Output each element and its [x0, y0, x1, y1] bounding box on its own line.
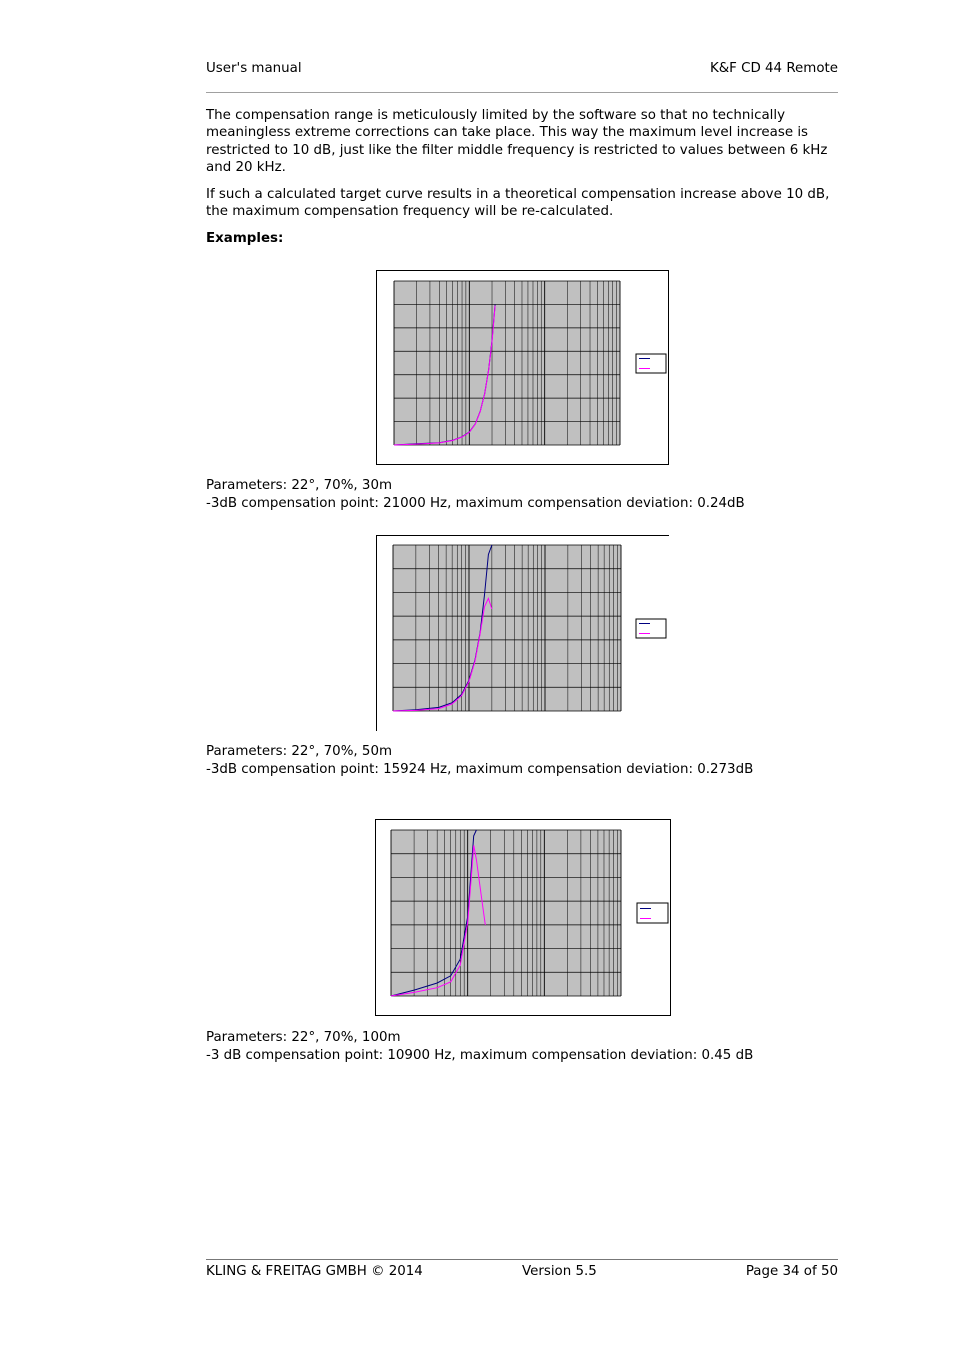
example-3-params: Parameters: 22°, 70%, 100m	[206, 1030, 401, 1045]
example-3-caption	[206, 1029, 753, 1064]
chart-1-plot-area	[394, 281, 620, 445]
chart-3-svg	[375, 819, 671, 1017]
chart-1-svg	[376, 270, 669, 466]
example-2-caption	[206, 743, 753, 778]
chart-example-2	[376, 535, 669, 731]
example-3-result: -3 dB compensation point: 10900 Hz, maximum compensation deviation: 0.45 dB	[206, 1047, 754, 1063]
chart-example-1	[376, 270, 669, 466]
chart-3-legend	[637, 903, 668, 923]
paragraph-recalculation: If such a calculated target curve results in a theoretical compensation increase above 10 dB, the maximum compensation frequency will be re-calculated.	[206, 187, 830, 220]
chart-2-legend-box	[636, 619, 666, 638]
chart-3-plot-area	[391, 830, 621, 996]
example-2-result: -3dB compensation point: 15924 Hz, maximum compensation deviation: 0.273dB	[206, 761, 754, 777]
example-2-params: Parameters: 22°, 70%, 50m	[206, 744, 393, 759]
example-1-params: Parameters: 22°, 70%, 30m	[206, 478, 393, 493]
examples-heading: Examples:	[206, 231, 284, 246]
chart-2-plot-area	[393, 545, 621, 711]
chart-1-legend	[636, 354, 666, 373]
chart-2-legend	[636, 619, 666, 638]
footer-page-number: Page 34 of 50	[745, 1264, 838, 1279]
paragraph-compensation-range: The compensation range is meticulously limited by the software so that no technically meaningless extreme corrections can take place. This way the maximum level increase is restricted to 10 dB, just like the filter middle frequency is restricted to values between 6 kHz and 20 kHz.	[206, 108, 828, 176]
chart-2-svg	[376, 535, 669, 731]
footer-copyright: KLING & FREITAG GMBH © 2014	[206, 1264, 423, 1279]
chart-1-legend-box	[636, 354, 666, 373]
header-title: User's manual	[206, 61, 302, 76]
footer-version: Version 5.5	[522, 1264, 597, 1279]
chart-example-3	[375, 819, 671, 1017]
footer-divider	[206, 1259, 838, 1260]
chart-3-legend-box	[637, 903, 668, 923]
example-1-caption	[206, 477, 745, 512]
example-1-result: -3dB compensation point: 21000 Hz, maximum compensation deviation: 0.24dB	[206, 495, 745, 511]
header-divider	[206, 92, 838, 93]
header-product: K&F CD 44 Remote	[709, 61, 838, 76]
